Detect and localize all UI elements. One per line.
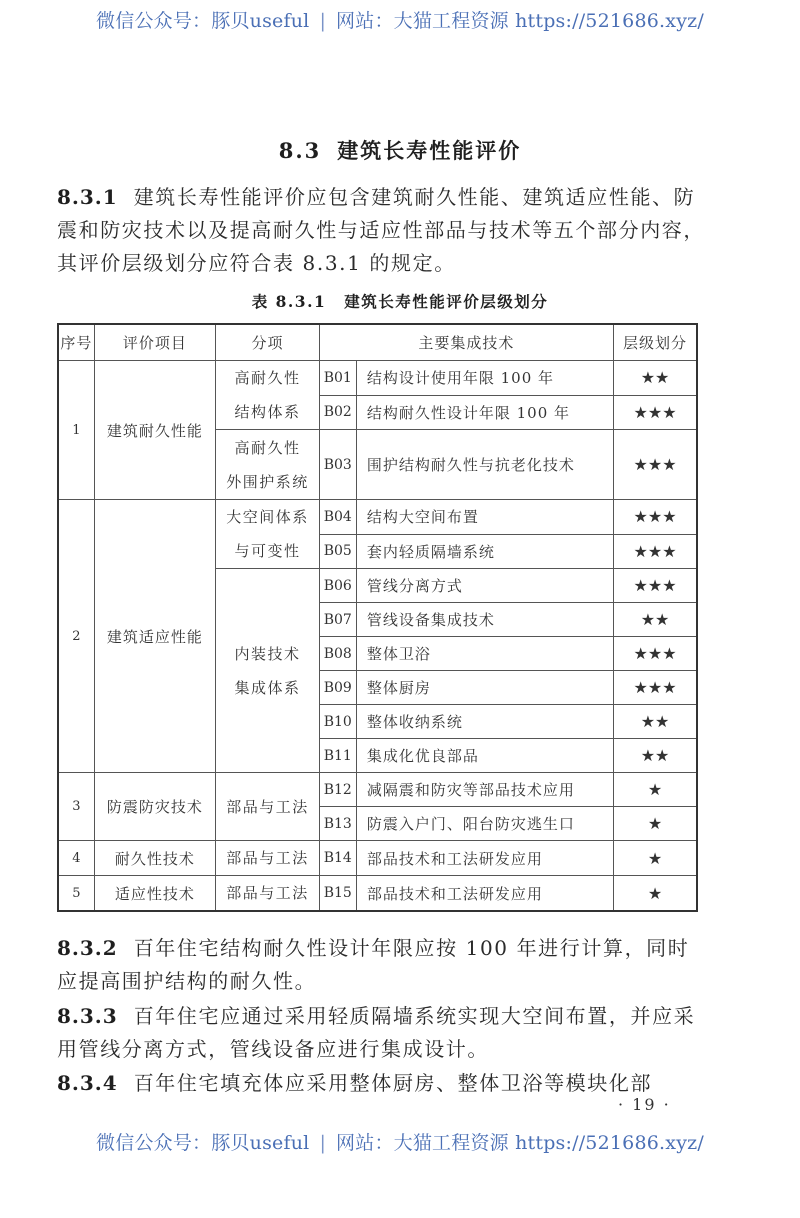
tech-name: 管线设备集成技术: [356, 603, 613, 637]
group-no: 5: [58, 876, 94, 912]
watermark-website: 网站：大猫工程资源 https://521686.xyz/: [336, 1132, 704, 1154]
tech-code: B05: [319, 534, 356, 569]
tech-name: 结构耐久性设计年限 100 年: [356, 395, 613, 430]
subitem: 部品与工法: [216, 841, 319, 876]
header-subitem: 分项: [216, 324, 319, 361]
rating-stars: ★: [614, 876, 697, 912]
table-row: [58, 500, 697, 535]
rating-stars: ★★★: [614, 637, 697, 671]
tech-name: 结构大空间布置: [356, 500, 613, 535]
evaluation-table: [57, 323, 698, 912]
tech-name: 减隔震和防灾等部品技术应用: [356, 773, 613, 807]
table-row: [58, 361, 697, 396]
clause-text: 百年住宅结构耐久性设计年限应按 100 年进行计算，同时应提高围护结构的耐久性。: [57, 936, 690, 993]
page-number: · 19 ·: [618, 1095, 671, 1114]
tech-name: 集成化优良部品: [356, 739, 613, 773]
subitem: 大空间体系 与可变性: [216, 500, 319, 569]
watermark-separator: |: [319, 10, 327, 32]
tech-name: 结构设计使用年限 100 年: [356, 361, 613, 396]
subitem: 部品与工法: [216, 773, 319, 841]
tech-code: B06: [319, 569, 356, 603]
rating-stars: ★★: [614, 603, 697, 637]
header-no: 序号: [58, 324, 94, 361]
tech-code: B03: [319, 430, 356, 500]
tech-code: B08: [319, 637, 356, 671]
subitem: 高耐久性 外围护系统: [216, 430, 319, 500]
clause-number: 8.3.4: [57, 1071, 118, 1095]
group-no: 3: [58, 773, 94, 841]
watermark-wechat: 微信公众号：豚贝useful: [96, 10, 310, 32]
tech-code: B04: [319, 500, 356, 535]
tech-name: 整体卫浴: [356, 637, 613, 671]
rating-stars: ★★★: [614, 395, 697, 430]
table-number: 表 8.3.1: [251, 292, 327, 311]
watermark-bottom: [0, 1128, 800, 1155]
rating-stars: ★★★: [614, 569, 697, 603]
tech-code: B01: [319, 361, 356, 396]
section-heading: 建筑长寿性能评价: [337, 138, 522, 163]
clause-text: 百年住宅应通过采用轻质隔墙系统实现大空间布置，并应采用管线分离方式，管线设备应进行集成设计。: [57, 1004, 696, 1061]
group-item: 耐久性技术: [94, 841, 216, 876]
group-no: 2: [58, 500, 94, 773]
section-title: [0, 135, 800, 165]
table-caption: [0, 290, 800, 312]
tech-code: B09: [319, 671, 356, 705]
rating-stars: ★★★: [614, 671, 697, 705]
table-title: 建筑长寿性能评价层级划分: [344, 292, 549, 311]
watermark-wechat: 微信公众号：豚贝useful: [96, 1132, 310, 1154]
group-item: 防震防灾技术: [94, 773, 216, 841]
rating-stars: ★★★: [614, 500, 697, 535]
clause-number: 8.3.3: [57, 1004, 118, 1028]
rating-stars: ★★: [614, 739, 697, 773]
tech-code: B07: [319, 603, 356, 637]
table-header-row: [58, 324, 697, 361]
paragraph-8-3-4: [57, 1067, 707, 1100]
paragraph-8-3-3: [57, 1000, 707, 1066]
table-row: [58, 841, 697, 876]
header-rating: 层级划分: [614, 324, 697, 361]
rating-stars: ★★★: [614, 534, 697, 569]
tech-name: 管线分离方式: [356, 569, 613, 603]
tech-name: 防震入户门、阳台防灾逃生口: [356, 807, 613, 841]
rating-stars: ★: [614, 773, 697, 807]
rating-stars: ★★: [614, 361, 697, 396]
header-technology: 主要集成技术: [319, 324, 613, 361]
subitem: 高耐久性 结构体系: [216, 361, 319, 430]
watermark-website: 网站：大猫工程资源 https://521686.xyz/: [336, 10, 704, 32]
group-no: 1: [58, 361, 94, 500]
rating-stars: ★★: [614, 705, 697, 739]
paragraph-8-3-1: [57, 181, 707, 280]
watermark-top: [0, 6, 800, 33]
clause-text: 建筑长寿性能评价应包含建筑耐久性能、建筑适应性能、防震和防灾技术以及提高耐久性与适应性部品与技术等五个部分内容，其评价层级划分应符合表 8.3.1 的规定。: [57, 185, 705, 275]
watermark-separator: |: [319, 1132, 327, 1154]
header-item: 评价项目: [94, 324, 216, 361]
clause-number: 8.3.1: [57, 185, 118, 209]
tech-code: B13: [319, 807, 356, 841]
group-item: 建筑适应性能: [94, 500, 216, 773]
section-number: 8.3: [278, 138, 322, 163]
tech-code: B12: [319, 773, 356, 807]
table-row: [58, 876, 697, 912]
paragraph-8-3-2: [57, 932, 707, 998]
tech-name: 整体收纳系统: [356, 705, 613, 739]
tech-code: B11: [319, 739, 356, 773]
subitem: 内装技术 集成体系: [216, 569, 319, 773]
tech-name: 套内轻质隔墙系统: [356, 534, 613, 569]
clause-text: 百年住宅填充体应采用整体厨房、整体卫浴等模块化部: [133, 1071, 653, 1095]
group-no: 4: [58, 841, 94, 876]
tech-code: B10: [319, 705, 356, 739]
subitem: 部品与工法: [216, 876, 319, 912]
tech-name: 部品技术和工法研发应用: [356, 841, 613, 876]
tech-name: 围护结构耐久性与抗老化技术: [356, 430, 613, 500]
rating-stars: ★★★: [614, 430, 697, 500]
tech-name: 整体厨房: [356, 671, 613, 705]
group-item: 建筑耐久性能: [94, 361, 216, 500]
group-item: 适应性技术: [94, 876, 216, 912]
tech-code: B14: [319, 841, 356, 876]
clause-number: 8.3.2: [57, 936, 118, 960]
tech-code: B02: [319, 395, 356, 430]
tech-name: 部品技术和工法研发应用: [356, 876, 613, 912]
rating-stars: ★: [614, 841, 697, 876]
table-row: [58, 773, 697, 807]
tech-code: B15: [319, 876, 356, 912]
rating-stars: ★: [614, 807, 697, 841]
